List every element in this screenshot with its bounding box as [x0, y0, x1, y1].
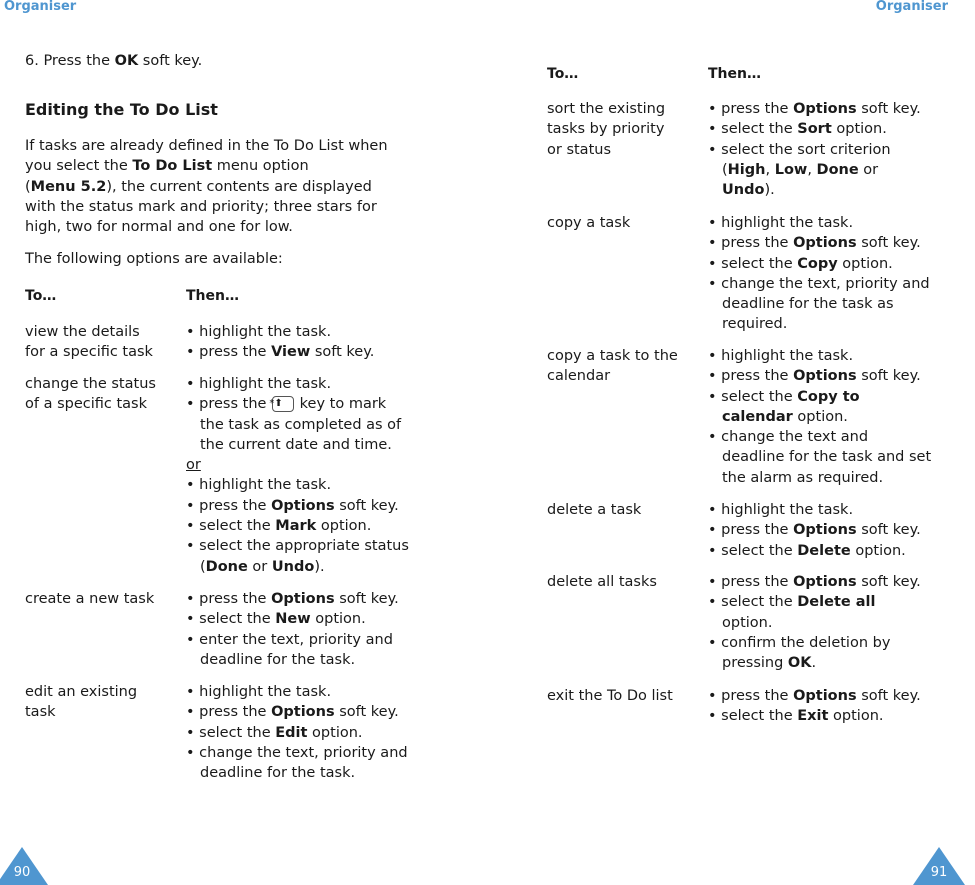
row-action: change the status of a specific task	[25, 376, 156, 413]
page-number: 91	[930, 865, 948, 880]
row-steps: • press the Options soft key. • select the Exit option.	[708, 688, 921, 725]
row-action: exit the To Do list	[547, 688, 673, 704]
row-steps: • highlight the task. • press the Options soft key. • select the Edit option. • change the text, priority and deadline for the task.	[186, 684, 408, 782]
section-title: Editing the To Do List	[25, 100, 218, 119]
row-steps: • highlight the task. • press the *⬆ key to mark the task as completed as of the current date and time. or • highlight the task. • press the Options soft key. • select the Mark option. • select the appropriate status (Done or Undo).	[186, 376, 409, 575]
step-6	[25, 51, 202, 71]
intro-line: high, two for normal and one for low.	[25, 219, 293, 236]
table-header-to: To…	[25, 288, 57, 304]
row-action: sort the existing tasks by priority or status	[547, 101, 666, 158]
options-intro: The following options are available:	[25, 251, 283, 267]
star-key-icon: *⬆	[272, 396, 294, 412]
table-header-then: Then…	[186, 288, 239, 304]
row-action: copy a task to the calendar	[547, 348, 678, 385]
row-action: create a new task	[25, 591, 155, 607]
intro-line: you select the To Do List menu option	[25, 158, 309, 175]
or-separator: or	[186, 457, 201, 474]
page-number-tab-right	[913, 845, 965, 885]
intro-paragraph	[25, 136, 425, 237]
step-text: 6. Press the	[25, 53, 115, 69]
row-action: delete all tasks	[547, 574, 657, 590]
running-header-left: Organiser	[4, 0, 77, 14]
row-steps: • press the Options soft key. • select the New option. • enter the text, priority and deadline for the task.	[186, 591, 399, 668]
row-steps: • highlight the task. • press the View soft key.	[186, 324, 375, 361]
row-steps: • highlight the task. • press the Options soft key. • select the Delete option.	[708, 502, 921, 559]
table-header-then: Then…	[708, 66, 761, 82]
row-action: edit an existing task	[25, 684, 138, 721]
ok-key-label: OK	[114, 53, 139, 69]
intro-line: (Menu 5.2), the current contents are displayed	[25, 178, 372, 195]
page-number-tab-left	[0, 845, 48, 885]
page-number: 90	[13, 865, 31, 880]
intro-line: If tasks are already defined in the To Do List when	[25, 138, 388, 154]
row-steps: • press the Options soft key. • select the Delete all option. • confirm the deletion by pressing OK.	[708, 574, 921, 672]
running-header-right: Organiser	[875, 0, 948, 14]
row-steps: • highlight the task. • press the Options soft key. • select the Copy option. • change the text, priority and deadline for the task as required.	[708, 215, 930, 333]
step-text: soft key.	[138, 53, 203, 69]
row-steps: • highlight the task. • press the Options soft key. • select the Copy to calendar option. • change the text and deadline for the task and set the alarm as required.	[708, 348, 932, 486]
row-action: copy a task	[547, 215, 631, 231]
row-steps: • press the Options soft key. • select the Sort option. • select the sort criterion (High, Low, Done or Undo).	[708, 101, 921, 199]
intro-line: with the status mark and priority; three stars for	[25, 198, 377, 215]
table-header-to: To…	[547, 66, 579, 82]
row-action: delete a task	[547, 502, 642, 518]
row-action: view the details for a specific task	[25, 324, 153, 361]
